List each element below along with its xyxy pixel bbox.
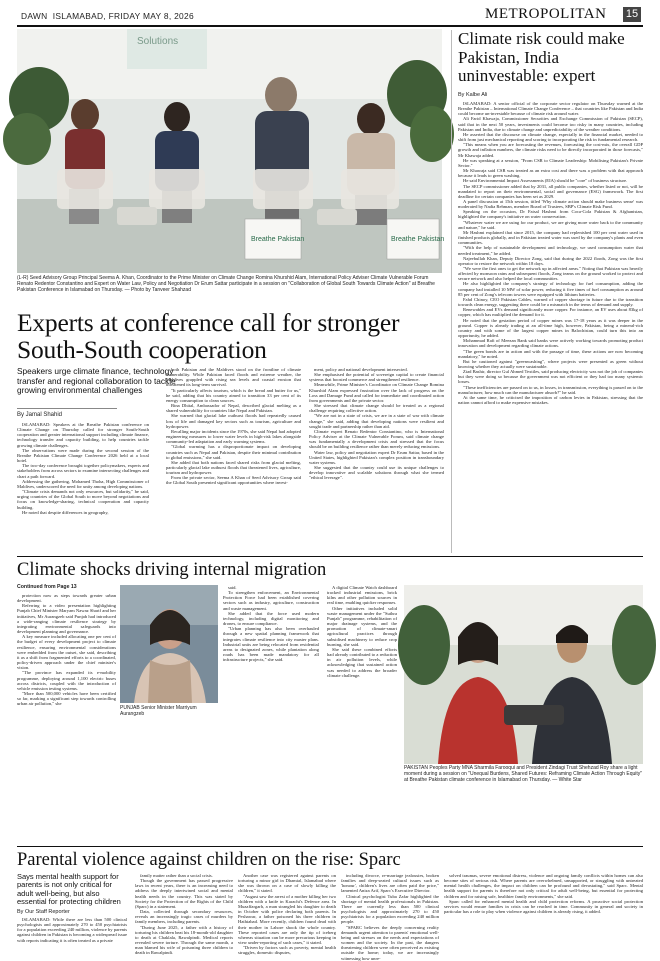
story4-column-5 (444, 873, 643, 934)
sharmila-shehzad-caption: PAKISTAN Peoples Party MNA Sharmila Farooqui and President Zindagi Trust Shehzad Roy share a light moment during a session on "Unequal Burdens, Shared Futures: Reframing Climate Action Through Equity" at Breathe Pakistan climate conference in Islamabad on Thursday. — White Star (404, 765, 643, 783)
article-paragraph: "These inefficiencies are passed on to us, in losses, in transmission, everything is passed on to the manufacturer, how much can the manufacturer absorb?" he said. (458, 384, 643, 395)
column-divider (451, 30, 452, 553)
article-paragraph: including divorce, re-marriage jealousies, broken families and deep-seated cultural issues such as 'honour', children's lives are often paid the price," lamented Aniza Arif, Sparc's Executive Director. (341, 873, 439, 894)
article-paragraph: "We are not in a state of crisis, we are in a state of war with climate change," she said, adding that developing nations were resilient and sought trade and partnership rather than aid. (309, 413, 444, 429)
article-paragraph: But he cautioned against "greenwashing", where projects were presented as green without knowing whether they actually were sustainable. (458, 358, 643, 369)
section-rule-2 (17, 846, 643, 847)
article-paragraph: She said these combined efforts had already contributed to a reduction in air pollution levels, while acknowledging that sustained action was needed to address the broader climate challenge. (327, 646, 397, 678)
article-paragraph: protection now as steps towards greater urban development. (17, 593, 116, 604)
solutions-backdrop-text: Solutions (137, 36, 179, 47)
article-paragraph: Referring to a video presentation highlighting Punjab Chief Minister Maryam Nawaz Sharif and her initiatives, Mr Aurangzeb said Punjab had introduced a wide-ranging climate resilience strategy by integrating environmental safeguards into development planning and governance. (17, 603, 116, 635)
article-paragraph: She warned that glacial lake outburst floods had repeatedly caused loss of life and damaged key sectors such as tourism, agriculture and hydropower. (166, 413, 301, 429)
masthead-date: DAWN ISLAMABAD, FRIDAY MAY 8, 2026 (21, 11, 194, 21)
article-paragraph: The observations were made during the second session of the Breathe Pakistan Climate Change Conference 2026 held at a local hotel. (17, 447, 149, 464)
breathe-sign-2: Breathe Pakistan (391, 236, 445, 243)
story2-headline: Climate risk could make Pakistan, India uninvestable: expert (458, 29, 625, 85)
section-title: METROPOLITAN (485, 6, 607, 22)
story1-deck: Speakers urge climate finance, technology transfer and regional collaboration to tackle growing environmental challenges (17, 366, 176, 396)
article-paragraph: ISLAMABAD: While there are less than 500 clinical psychologists and approximately 270 to 450 psychiatrists for a population exceeding 240 million, violence by parents against children in Pakistan is becoming a widespread issue with reports indicating it is often treated as a private (17, 917, 127, 943)
article-paragraph: Though the government has passed progressive laws in recent years, there is an increasing need to address the deeply intertwined social and mental health needs in the country. This was stated by Society for the Protection of the Rights of the Child (Sparc) in a statement. (135, 878, 233, 909)
article-paragraph: family matter rather than a social crisis. (140, 873, 213, 878)
article-paragraph: Mr Khawaja said CSR was treated as an extra cost and there was a problem with that approach because it leads to green washing. (458, 168, 643, 179)
story1-column-3 (309, 367, 444, 550)
article-paragraph: Speaking on the occasion, Dr Faisal Hashmi from Coca-Cola Pakistan & Afghanistan, highlighted the company's initiative on water conservation. (458, 209, 643, 220)
story3-column-3 (327, 585, 397, 843)
article-paragraph: He asserted that the discourse on climate change, especially in the financial market, needed to shift from just mechanical reporting and scoring to incorporating the risk in fundamental research. (458, 131, 643, 143)
story4-headline: Parental violence against children on the rise: Sparc (17, 850, 401, 870)
article-paragraph: She emphasised the potential of sovereign capital to create financial systems that boosted commerce and strengthened resilience. (309, 372, 444, 383)
article-paragraph: Addressing the gathering, Mohamed Thoha, High Commissioner of Maldives, underscored the need for unity among developing nations. (17, 478, 149, 489)
story1-byline-rule (17, 408, 117, 409)
conference-photo-illustration (404, 585, 643, 764)
article-paragraph: To strengthen enforcement, an Environmental Protection Force had been established covering sectors such as industry, agriculture, construction and waste management. (223, 590, 319, 611)
article-paragraph: Sparc called for enhanced mental health and child protection reforms. A proactive social protection services would ensure families in crisis can be reached in time. Community in general and society in particular has a role to play when violence against children is already rising, it added. (444, 898, 643, 915)
story3-headline: Climate shocks driving internal migration (17, 560, 327, 580)
article-paragraph: "Driven by factors such as poverty, mental health struggles, domestic disputes, (238, 945, 336, 956)
sharmila-shehzad-photo (404, 585, 643, 764)
article-paragraph: Fahd Chinoy, CEO Pakistan Cables, warned of copper shortage in future due to the transition towards clean energy, suggesting there could be a mismatch in the terms of demand and supply. (458, 296, 643, 308)
story2-byline: By Kalbe Ali (458, 92, 488, 98)
story3-column-2 (223, 585, 319, 843)
story3-column-1 (17, 593, 116, 843)
article-paragraph: He was speaking at a session, "From CSR to Climate Leadership: Mobilising Pakistan's Private Sector." (458, 157, 643, 168)
article-paragraph: Bina Dhital, Ambassador of Nepal, described glacial melting as a shared vulnerability for countries like Nepal and Pakistan. (166, 403, 301, 414)
section-rule-1 (17, 556, 643, 557)
article-paragraph: He said Environmental Impact Assessments (EIA) should be "core" of business structure. (463, 178, 628, 184)
story4-column-3 (238, 873, 336, 956)
article-paragraph: said. (228, 585, 237, 590)
article-paragraph: "The green bonds are in action and with the passage of time, these actions are now becoming mandatory," he noted. (458, 348, 643, 359)
article-paragraph: At the same time, he criticised the imposition of carbon levies in Pakistan, stressing that the nation cannot afford to make expensive mistakes. (458, 394, 643, 406)
article-paragraph: "August saw the arrest of a mother killing her two children with a knife in Karachi's Defence area. In Muzaffargarh, a man strangled his daughter to death in October with police declaring both parents. In Peshawar, a father poisoned his three children in Hathiabad. More recently, children found dead with their mother in Lahore shook the whole country. These reported cases are only the tip of iceberg whereas situation can be more precarious keeping in view under-reporting of such cases," it stated. (238, 893, 336, 946)
breathe-sign-1: Breathe Pakistan (251, 236, 305, 243)
article-paragraph: ISLAMABAD: A senior official of the corporate sector regulator on Thursday warned at the Breathe Pakistan – International Climate Change Conference – that countries like Pakistan and India could become un-investable because of climate risk around water. (458, 101, 643, 117)
conference-panel-photo (17, 29, 445, 273)
article-paragraph: He noted that despite differences in geography, (22, 509, 109, 515)
story1-column-2 (166, 367, 301, 550)
article-paragraph: She added that both nations faced shared risks from glacial melting, particularly glacial lake outburst floods that threatened lives, agriculture, tourism and hydropower. (166, 459, 301, 476)
article-paragraph: From the private sector, Seema A Khan of Seed Advisory Group said the Global South presented significant opportunities where invest- (166, 475, 301, 486)
story4-byline: By Our Staff Reporter (17, 909, 70, 915)
article-paragraph: both Pakistan and the Maldives stood on the frontline of climate vulnerability. While Pakistan faced floods and extreme weather, the Maldives grappled with rising sea levels and coastal erosion that threatened its long-term survival. (166, 367, 301, 388)
article-paragraph: "Whatever water we are using for our product, we are giving more water back to the community and nature," he said. (458, 219, 643, 230)
article-paragraph: "The province has expanded its e-mobility programme, deploying around 1,100 electric buses across districts, coupled with the introduction of vehicle emission testing systems. (17, 670, 116, 691)
article-paragraph: ISLAMABAD: Speakers at the Breathe Pakistan conference on Climate Change on Thursday called for stronger South-South cooperation and greater international support including climate finance, technology transfer and capacity building, to help countries tackle growing climate challenges. (17, 422, 149, 448)
article-paragraph: Meanwhile, Prime Minister's Coordinator on Climate Change Romina Khurshid Alam expressed frustration over the lack of progress on the Loss and Damage Fund and called for immediate and coordinated action from governments and the private sector. (309, 382, 444, 403)
article-paragraph: "During June 2025, a father with a history of torturing his children beat his 18-month-old daughter to death at Chaklala, Rawalpindi. Medical reports revealed severe torture. Through the same month, a man blamed his wife of poisoning three children to death in Rawalpindi. (135, 924, 233, 956)
article-paragraph: Clinical psychologist Tuba Zafar highlighted the shortage of mental health professionals in Pakistan. There are currently less than 500 clinical psychologists and approximately 270 to 450 psychiatrists for a population exceeding 240 million people. (341, 893, 439, 925)
article-paragraph: Another case was registered against parents on torturing a minor girl in Dhamial, Islamabad where she was thrown on a case of slowly killing the children," it stated. (238, 873, 336, 894)
aurangzeb-caption: PUNJAB Senior Minister Marriyum Aurangzeb (120, 705, 197, 717)
story1-byline: By Jamal Shahid (17, 412, 63, 418)
article-paragraph: Water law, policy and negotiation expert Dr Erum Sattar, based in the United States, highlighted Pakistan's complex position in transboundary water systems. (309, 449, 444, 465)
article-paragraph: She added that the force used modern technology, including digital monitoring and drones, to ensure compliance. (223, 610, 319, 627)
story3-continued: Continued from Page 13 (17, 584, 77, 590)
article-paragraph: "We were the first ones to get the network up in affected areas." Noting that Pakistan was heavily affected by monsoon rains and subsequent floods, Zong teams on the ground worked to protect and secure network and also helped the local communities. (458, 266, 643, 282)
story4-column-2 (135, 873, 233, 956)
article-paragraph: A panel discussion at 15th session, titled 'Why climate action should make business sense' was moderated by Nadia Rehman, member Board of Trustees, SBP's Climate Risk Fund. (458, 198, 643, 210)
article-paragraph: "With the help of sustainable development and technology, we used consumption water that needed treatment," he added. (458, 245, 643, 256)
article-paragraph: "More than 500,000 vehicles have been certified so far, marking a significant step towards controlling urban air pollution," she (17, 690, 116, 707)
story1-headline: Experts at conference call for stronger South-South cooperation (17, 308, 400, 364)
article-paragraph: A digital Climate Watch dashboard tracked industrial emissions, brick kilns and other pollution sources in real time, enabling quicker responses. (327, 585, 397, 606)
article-paragraph: "Global warming has a disproportionate impact on developing countries such as Nepal and Pakistan, despite their minimal contribution to global emissions," she said. (166, 444, 301, 460)
article-paragraph: "It particularly affects tourism, which is the bread and butter for us," he said, adding that his country aimed to transition 33 per cent of its energy consumption to clean sources. (166, 387, 301, 403)
article-paragraph: "Climate crisis demands not only resources, but solidarity," he said, urging countries of the Global South to move beyond negotiations and focus on knowledge-sharing, technical cooperation and capacity building. (17, 489, 149, 510)
article-paragraph: ment, policy and national development intersected. (314, 367, 408, 372)
article-paragraph: She stressed that climate change should be treated as a regional challenge requiring collective action. (309, 403, 444, 414)
masthead (17, 5, 643, 25)
article-paragraph: Renewables and EVs demand significantly more copper. For instance, an EV uses about 83kg of copper, which has multiplied the demand for it. (458, 307, 643, 318)
article-paragraph: "Urban planning has also been overhauled through a new spatial planning framework that integrates climate resilience into city master plans. Industrial units are being relocated from residential areas to designated zones, while plantation along roads has been made mandatory for all infrastructure projects," she said. (223, 626, 319, 663)
article-paragraph: Other initiatives included solid waste management under the "Suthra Punjab" programme, rehabilitation of major drainage systems, and the promotion of climate-smart agricultural practices through subsidised machinery to reduce crop burning, she said. (327, 605, 397, 647)
article-paragraph: Data, collected through secondary resources, reveals an increasingly tragic cases of murders by family members, including parents. (135, 909, 233, 925)
article-paragraph: He noted that the gestation period of copper mines was 17-18 years as it was deeper in the ground. Copper is already trading at an all-time high, however, Pakistan, being a mineral-rich country and with some of the largest copper mines in Balochistan, could turn this into an opportunity, he added. (458, 317, 643, 339)
article-paragraph: solved traumas, severe emotional distress, violence and ongoing family conflicts within homes can also become sites of serious risk. Where parents are overwhelmed, unsupported, or struggling with untreated mental health challenges, the impact on children can be profound and devastating," said Sparc. Mental health support for parents is therefore not only critical for adult well-being, but essential for protecting children and for raising safe, healthier family environments," she said. (444, 873, 643, 899)
article-paragraph: Najeebullah Khan, Deputy Director Zong, said that during the 2022 floods, Zong was the first operator to restore the network within 18 days. (458, 255, 643, 266)
article-paragraph: Mohammad Rafi of Meezan Bank said banks were actively working towards promoting product innovation and development regarding climate actions. (458, 338, 643, 349)
aurangzeb-photo-illustration (120, 585, 218, 703)
article-paragraph: "This means when you are forecasting the revenues, forecasting the cost-mix, the overall GDP growth and inflation numbers, the climate risks need to be directly incorporated in those forecasts," Mr Khawaja added. (458, 142, 643, 158)
article-paragraph: Mr Hashmi explained that since 2015, the company had replenished 100 per cent water used in finished products globally, and in Pakistan treated water was used by the company's plants and even communities. (458, 229, 643, 246)
article-paragraph: "SPARC believes the deeply concerning reality demands urgent attention to parents' emotional well-being and stresses on the needs and expectations of women and the society. In the past, the dangers threatening children were often perceived as existing outside the home; today, we are increasingly witnessing how unre- (341, 924, 439, 961)
article-paragraph: Climate expert Renato Redentor Constantino, who is International Policy Adviser at the Climate Vulnerable Forum, said climate change was fundamentally a development crisis and stressed that the focus should be on building resilience rather than merely reducing emissions. (309, 428, 444, 450)
article-paragraph: The SECP commissioner added that by 2031, all public companies, whether listed or not, will be mandated to report on their environmental, social and governance (ESG) framework. The first deadline for certain companies has been set as 2029. (458, 183, 643, 199)
story4-column-1 (17, 917, 127, 943)
panel-photo-illustration (17, 29, 445, 273)
story2-body (458, 101, 643, 553)
story4-deck: Says mental health support for parents is not only critical for adult well-being, but also essential for protecting children (17, 872, 121, 907)
masthead-rule (17, 25, 643, 27)
article-paragraph: She suggested that the country could use its unique challenges to develop innovative and scalable solutions through what she termed "ethical leverage". (309, 464, 444, 481)
aurangzeb-photo (120, 585, 218, 703)
article-paragraph: He also highlighted the company's strategy of technology for fuel consumption, adding the company had installed 10 MW of solar power, reducing it five times of fuel consumption as around 85 per cent of Zong's telecom towers were equipped with lithium batteries. (458, 281, 643, 297)
article-paragraph: Recalling major incidents since the 1970s, she said Nepal had adopted engineering measures to lower water levels in high-risk lakes alongside community-led adaptation and early warning systems. (166, 428, 301, 445)
page-number: 15 (623, 7, 641, 22)
story4-column-4 (341, 873, 439, 961)
article-paragraph: Ziad Bashir, director Gul Ahmed Textiles, said producing electricity was not the job of companies but they were doing so because the government was not efficient or they had too many systemic losses. (458, 369, 643, 385)
article-paragraph: The two-day conference brought together policymakers, experts and stakeholders from across sectors to examine intersecting challenges and chart a path forward. (17, 463, 149, 479)
panel-photo-caption: (L-R) Seed Advisory Group Principal Seema A. Khan, Coordinator to the Prime Minister on Climate Change Romina Khurshid Alam, International Policy Adviser Climate Vulnerable Forum Renato Redentor Constantino and Expert on Water Law, Policy and Negotiation Dr Erum Sattar participate in a session on "Collaboration of Global South Towards Climate Action" at Breathe Pakistan Conference in Islamabad on Thursday. — Photo by Tanveer Shahzad (17, 275, 435, 293)
story1-column-1 (17, 422, 149, 550)
article-paragraph: Ali Farid Khawaja, Commissioner Securities and Exchange Commission of Pakistan (SECP), said that in the next 50 years, investments could become too risky in many countries, including Pakistan and India, due to climate change and unpredictability of the weather conditions. (458, 116, 643, 132)
article-paragraph: A key measure included allocating one per cent of the budget of every development project to climate resilience, ensuring environmental considerations were embedded from the outset, she said, describing it as a shift from fragmented efforts to a coordinated, policy-driven approach under the chief minister's vision. (17, 634, 116, 671)
